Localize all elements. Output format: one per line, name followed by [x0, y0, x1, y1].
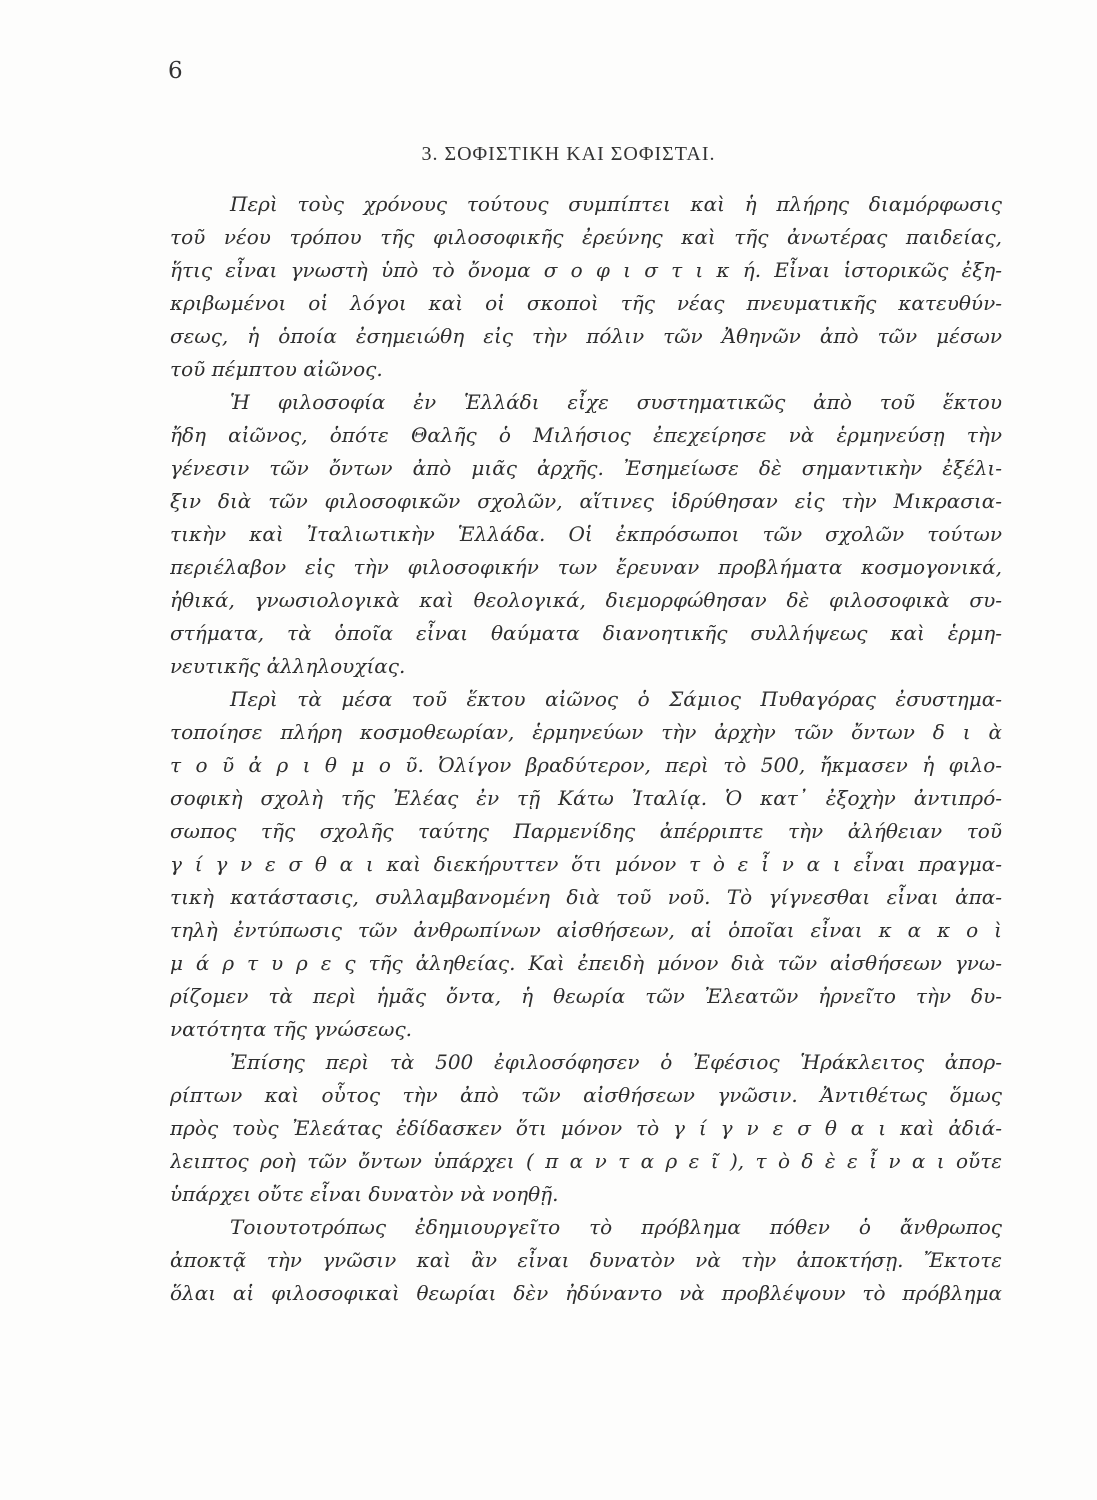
- text-line: σεως, ἡ ὁποία ἐσημειώθη εἰς τὴν πόλιν τῶν Ἀθηνῶν ἀπὸ τῶν μέσων: [170, 324, 1002, 348]
- text-line: τοῦ πέμπτου αἰῶνος.: [170, 357, 383, 381]
- text-line: τηλὴ ἐντύπωσις τῶν ἀνθρωπίνων αἰσθήσεων, αἱ ὁποῖαι εἶναι κ α κ ο ὶ: [170, 918, 1002, 942]
- section-heading: 3. ΣΟΦΙΣΤΙΚΗ ΚΑΙ ΣΟΦΙΣΤΑΙ.: [421, 143, 716, 165]
- text-line: σοφικὴ σχολὴ τῆς Ἐλέας ἐν τῇ Κάτω Ἰταλίᾳ. Ὁ κατ᾽ ἐξοχὴν ἀντιπρό-: [170, 786, 1002, 810]
- body-text: [170, 188, 1002, 1310]
- text-line: Τοιουτοτρόπως ἐδημιουργεῖτο τὸ πρόβλημα πόθεν ὁ ἄνθρωπος: [230, 1215, 1002, 1239]
- text-line: τ ο ῦ ἀ ρ ι θ μ ο ῦ. Ὀλίγον βραδύτερον, περὶ τὸ 500, ἤκμασεν ἡ φιλο-: [170, 753, 1002, 777]
- page-number: 6: [168, 58, 183, 84]
- text-line: περιέλαβον εἰς τὴν φιλοσοφικήν των ἔρευναν προβλήματα κοσμογονικά,: [170, 555, 1002, 579]
- text-line: τικὴ κατάστασις, συλλαμβανομένη διὰ τοῦ νοῦ. Τὸ γίγνεσθαι εἶναι ἀπα-: [170, 885, 1002, 909]
- text-line: σωπος τῆς σχολῆς ταύτης Παρμενίδης ἀπέρριπτε τὴν ἀλήθειαν τοῦ: [170, 819, 1002, 843]
- text-line: γένεσιν τῶν ὄντων ἀπὸ μιᾶς ἀρχῆς. Ἐσημείωσε δὲ σημαντικὴν ἐξέλι-: [170, 456, 1002, 480]
- text-line: τοποίησε πλήρη κοσμοθεωρίαν, ἑρμηνεύων τὴν ἀρχὴν τῶν ὄντων δ ι ὰ: [170, 720, 1002, 744]
- text-line: ὅλαι αἱ φιλοσοφικαὶ θεωρίαι δὲν ἠδύναντο νὰ προβλέψουν τὸ πρόβλημα: [170, 1281, 1002, 1305]
- text-line: Ἐπίσης περὶ τὰ 500 ἐφιλοσόφησεν ὁ Ἐφέσιος Ἡράκλειτος ἀπορ-: [230, 1050, 1002, 1074]
- text-line: ἥτις εἶναι γνωστὴ ὑπὸ τὸ ὄνομα σ ο φ ι σ τ ι κ ή. Εἶναι ἱστορικῶς ἐξη-: [170, 258, 1002, 282]
- text-line: γ ί γ ν ε σ θ α ι καὶ διεκήρυττεν ὅτι μόνον τ ὸ ε ἶ ν α ι εἶναι πραγμα-: [170, 852, 1002, 876]
- text-line: μ ά ρ τ υ ρ ε ς τῆς ἀληθείας. Καὶ ἐπειδὴ μόνον διὰ τῶν αἰσθήσεων γνω-: [170, 951, 1002, 975]
- text-line: ρίζομεν τὰ περὶ ἡμᾶς ὄντα, ἡ θεωρία τῶν Ἐλεατῶν ἠρνεῖτο τὴν δυ-: [170, 984, 1002, 1008]
- text-line: ἤδη αἰῶνος, ὁπότε Θαλῆς ὁ Μιλήσιος ἐπεχείρησε νὰ ἑρμηνεύσῃ τὴν: [170, 423, 1002, 447]
- text-line: τοῦ νέου τρόπου τῆς φιλοσοφικῆς ἐρεύνης καὶ τῆς ἀνωτέρας παιδείας,: [170, 225, 1002, 249]
- text-line: Περὶ τοὺς χρόνους τούτους συμπίπτει καὶ ἡ πλήρης διαμόρφωσις: [230, 192, 1002, 216]
- text-line: ἠθικά, γνωσιολογικὰ καὶ θεολογικά, διεμορφώθησαν δὲ φιλοσοφικὰ συ-: [170, 588, 1002, 612]
- text-line: τικὴν καὶ Ἰταλιωτικὴν Ἑλλάδα. Οἱ ἐκπρόσωποι τῶν σχολῶν τούτων: [170, 522, 1002, 546]
- text-line: κριβωμένοι οἱ λόγοι καὶ οἱ σκοποὶ τῆς νέας πνευματικῆς κατευθύν-: [170, 291, 1002, 315]
- text-line: νατότητα τῆς γνώσεως.: [170, 1017, 413, 1041]
- text-line: στήματα, τὰ ὁποῖα εἶναι θαύματα διανοητικῆς συλλήψεως καὶ ἑρμη-: [170, 621, 1002, 645]
- text-line: ξιν διὰ τῶν φιλοσοφικῶν σχολῶν, αἵτινες ἱδρύθησαν εἰς τὴν Μικρασια-: [170, 489, 1002, 513]
- text-line: νευτικῆς ἀλληλουχίας.: [170, 654, 406, 678]
- text-line: ὑπάρχει οὔτε εἶναι δυνατὸν νὰ νοηθῇ.: [170, 1182, 559, 1206]
- text-line: λειπτος ροὴ τῶν ὄντων ὑπάρχει ( π α ν τ α ρ ε ῖ ), τ ὸ δ ὲ ε ἶ ν α ι οὔτε: [170, 1149, 1002, 1173]
- text-line: ἀποκτᾷ τὴν γνῶσιν καὶ ἂν εἶναι δυνατὸν νὰ τὴν ἀποκτήσῃ. Ἔκτοτε: [170, 1248, 1002, 1272]
- text-line: Ἡ φιλοσοφία ἐν Ἑλλάδι εἶχε συστηματικῶς ἀπὸ τοῦ ἕκτου: [230, 390, 1002, 414]
- text-line: πρὸς τοὺς Ἐλεάτας ἐδίδασκεν ὅτι μόνον τὸ γ ί γ ν ε σ θ α ι καὶ ἀδιά-: [170, 1116, 1002, 1140]
- text-line: Περὶ τὰ μέσα τοῦ ἕκτου αἰῶνος ὁ Σάμιος Πυθαγόρας ἐσυστημα-: [230, 687, 1002, 711]
- text-line: ρίπτων καὶ οὗτος τὴν ἀπὸ τῶν αἰσθήσεων γνῶσιν. Ἀντιθέτως ὅμως: [170, 1083, 1002, 1107]
